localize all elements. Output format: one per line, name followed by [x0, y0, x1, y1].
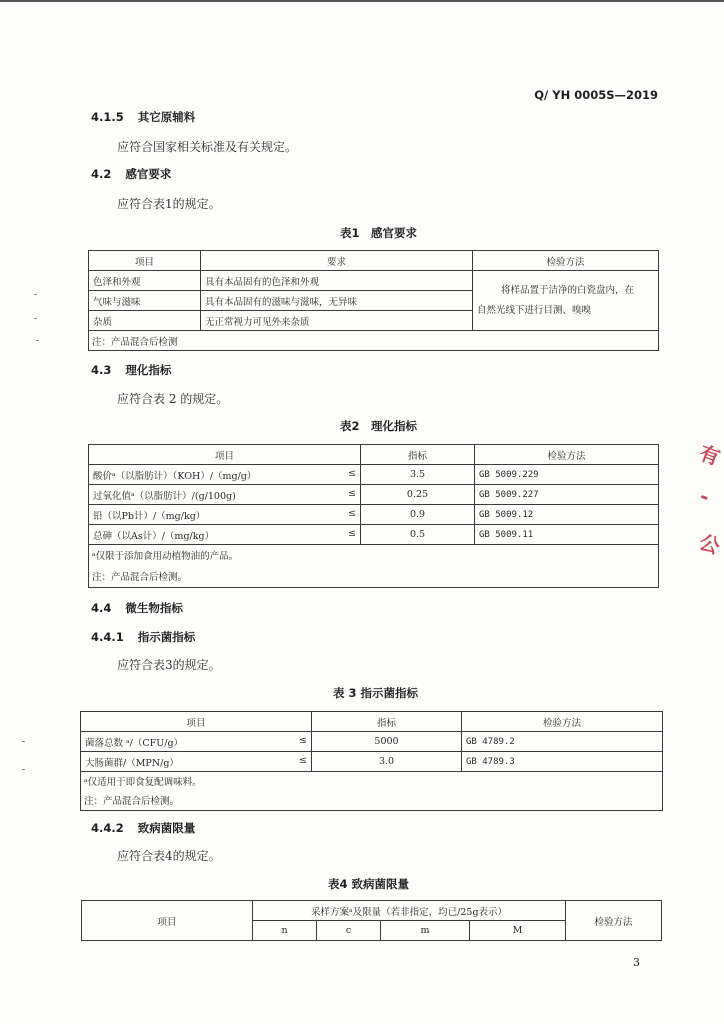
value-cell: 0.25: [361, 485, 475, 505]
operator: ≤: [348, 467, 356, 479]
table-footnote: ᵃ仅适用于即食复配调味料。: [81, 772, 663, 791]
table-note-row: [81, 772, 663, 791]
header-cell: 检验方法: [475, 445, 659, 465]
table-row: [89, 465, 659, 485]
operator: ≤: [299, 754, 307, 766]
item-cell: ≤ 大肠菌群/（MPN/g）: [81, 752, 312, 772]
header-cell: 项目: [89, 251, 201, 271]
table-note: 注：产品混合后检测: [89, 331, 659, 351]
method-cell: GB 5009.227: [475, 485, 659, 505]
table-note-row: [89, 331, 659, 351]
item-cell: 色泽和外观: [89, 271, 201, 291]
header-cell: 项目: [81, 712, 312, 732]
subheader-cell: m: [381, 921, 470, 941]
section-heading-4-1-5: 4.1.5 其它原辅料: [91, 110, 196, 124]
section-heading-4-4: 4.4 微生物指标: [91, 601, 183, 615]
value-cell: 0.9: [361, 505, 475, 525]
requirement-cell: 具有本品固有的滋味与滋味，无异味: [201, 291, 473, 311]
table-row: [89, 505, 659, 525]
item-cell: 气味与滋味: [89, 291, 201, 311]
header-cell: 项目: [89, 445, 361, 465]
table-footnote: ᵃ仅限于添加食用动植物油的产品。: [89, 545, 659, 566]
requirement-cell: 无正常视力可见外来杂质: [201, 311, 473, 331]
section-heading-4-4-1: 4.4.1 指示菌指标: [91, 630, 196, 644]
seal-char: -: [696, 483, 713, 510]
operator: ≤: [299, 734, 307, 746]
item-cell: 杂质: [89, 311, 201, 331]
table3-caption: 表 3 指示菌指标: [333, 686, 419, 700]
subheader-cell: c: [317, 921, 381, 941]
method-cell: 将样品置于洁净的白瓷盘内，在 自然光线下进行目测、嗅嗅: [473, 271, 659, 331]
item-cell: ≤ 菌落总数 ᵃ/（CFU/g）: [81, 732, 312, 752]
header-cell: 检验方法: [473, 251, 659, 271]
value-cell: 5000: [312, 732, 462, 752]
table-row: [89, 525, 659, 545]
method-cell: GB 5009.229: [475, 465, 659, 485]
top-border-line: [0, 0, 724, 2]
section-body-4-4-1: 应符合表3的规定。: [117, 658, 221, 672]
section-heading-4-4-2: 4.4.2 致病菌限量: [91, 821, 196, 835]
table-header-row: [82, 901, 662, 921]
table4-pathogen-limits: [81, 900, 662, 941]
section-heading-4-3: 4.3 理化指标: [91, 363, 172, 377]
table-header-row: [89, 251, 659, 271]
table-note-row: [89, 565, 659, 588]
seal-char: 有: [696, 440, 724, 470]
method-cell: GB 4789.2: [462, 732, 663, 752]
scan-speck: [22, 769, 25, 770]
section-body-4-1-5: 应符合国家相关标准及有关规定。: [117, 140, 298, 154]
table-note: 注：产品混合后检测。: [81, 790, 663, 811]
value-cell: 0.5: [361, 525, 475, 545]
standard-number: Q/ YH 0005S—2019: [534, 88, 658, 102]
header-cell: 检验方法: [566, 901, 662, 941]
value-cell: 3.5: [361, 465, 475, 485]
table-header-row: [81, 712, 663, 732]
header-cell: 检验方法: [462, 712, 663, 732]
value-cell: 3.0: [312, 752, 462, 772]
method-cell: GB 5009.12: [475, 505, 659, 525]
table-row: [89, 485, 659, 505]
table-note-row: [81, 790, 663, 811]
header-cell: 要求: [201, 251, 473, 271]
seal-char: 公: [696, 529, 724, 559]
method-cell: GB 5009.11: [475, 525, 659, 545]
scan-speck: [22, 741, 25, 742]
table4-caption: 表4 致病菌限量: [328, 877, 410, 891]
section-body-4-4-2: 应符合表4的规定。: [117, 849, 221, 863]
scan-speck: [36, 340, 39, 341]
section-body-4-3: 应符合表 2 的规定。: [117, 392, 229, 406]
section-heading-4-2: 4.2 感官要求: [91, 167, 172, 181]
header-cell: 采样方案ᵃ及限量（若非指定，均已/25g表示）: [253, 901, 566, 921]
requirement-cell: 具有本品固有的色泽和外观: [201, 271, 473, 291]
subheader-cell: n: [253, 921, 317, 941]
operator: ≤: [348, 487, 356, 499]
scan-speck: [34, 318, 37, 319]
table-row: [81, 732, 663, 752]
section-body-4-2: 应符合表1的规定。: [117, 197, 221, 211]
header-cell: 指标: [361, 445, 475, 465]
table1-sensory: [88, 250, 659, 351]
table-row: [89, 271, 659, 291]
seal-stamp: [696, 440, 724, 580]
item-cell: ≤ 总砷（以As计）/（mg/kg）: [89, 525, 361, 545]
item-cell: ≤ 过氧化值ᵃ（以脂肪计）/(g/100g): [89, 485, 361, 505]
table-row: [81, 752, 663, 772]
scan-speck: [34, 294, 37, 295]
header-cell: 指标: [312, 712, 462, 732]
table-header-row: [89, 445, 659, 465]
table-note: 注：产品混合后检测。: [89, 565, 659, 588]
header-cell: 项目: [82, 901, 253, 941]
item-cell: ≤ 铅（以Pb计）/（mg/kg）: [89, 505, 361, 525]
table-note-row: [89, 545, 659, 566]
table1-caption: 表1 感官要求: [340, 226, 418, 240]
table2-physicochemical: [88, 444, 659, 588]
operator: ≤: [348, 527, 356, 539]
method-cell: GB 4789.3: [462, 752, 663, 772]
subheader-cell: M: [470, 921, 566, 941]
table3-indicator-bacteria: [80, 711, 663, 811]
item-cell: ≤ 酸价ᵃ（以脂肪计）（KOH）/（mg/g）: [89, 465, 361, 485]
table2-caption: 表2 理化指标: [340, 419, 418, 433]
page-number: 3: [633, 956, 640, 969]
operator: ≤: [348, 507, 356, 519]
